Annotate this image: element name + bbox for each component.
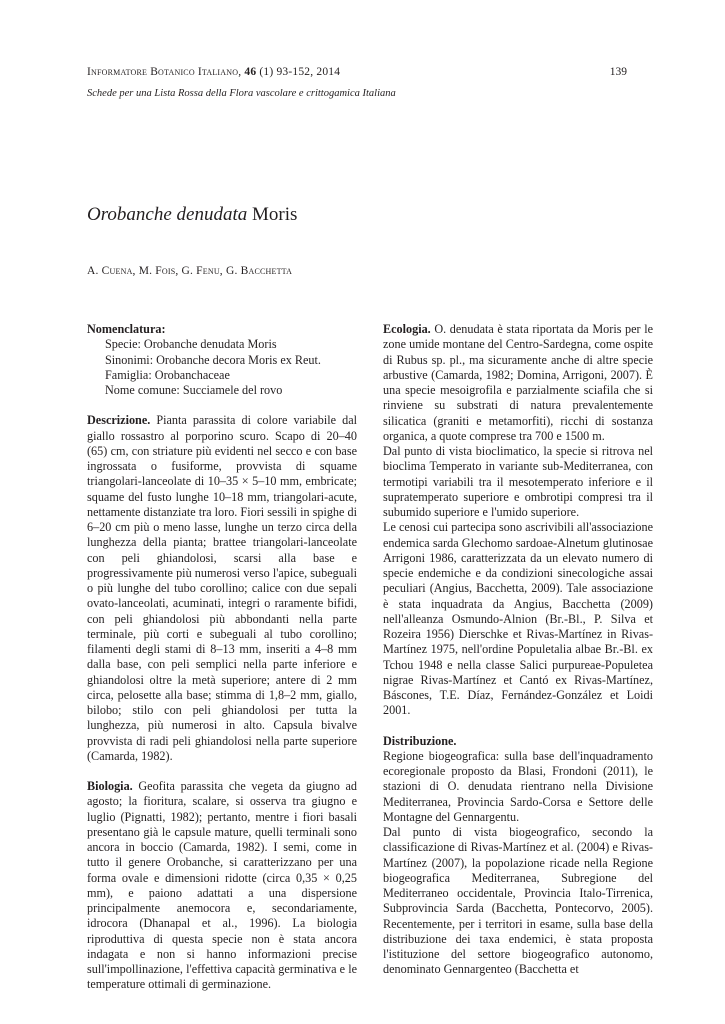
nomenclatura-line: Specie: Orobanche denudata Moris [105, 337, 277, 352]
left-column [87, 322, 357, 993]
distribuzione-paragraph: Dal punto di vista biogeografico, secondo la classificazione di Rivas-Martínez et al. (2004) e Rivas-Martínez (2007), la popolazione ricade nella Regione biogeografica Mediterranea, Subregione del Mediterraneo occidentale, Provincia Italo-Tirrenica, Subprovincia Sarda (Bacchetta, Pontecorvo, 2005). Recentemente, per i territori in esame, sulla base della distribuzione dei taxa endemici, è stata proposta l'istituzione del settore biogeografico autonomo, denominato Gennargenteo (Bacchetta et [383, 825, 653, 977]
ecologia-paragraph [383, 322, 653, 444]
issue-pages: (1) 93-152, 2014 [259, 66, 341, 78]
nomenclatura-line: Sinonimi: Orobanche decora Moris ex Reut. [105, 352, 321, 367]
ecologia-paragraph: Le cenosi cui partecipa sono ascrivibili all'associazione endemica sarda Glechomo sardoae-Alnetum glutinosae Arrigoni 1986, caratterizzata da un elevato numero di specie endemiche e da condizioni sinecologiche assai peculiari (Angius, Bacchetta, 2009). Tale associazione è stata inquadrata da Angius, Bacchetta (2009) nell'alleanza Osmundo-Alnion (Br.-Bl., P. Silva et Rozeira 1956) Dierschke et Rivas-Martínez in Rivas-Martínez 1975, nell'ordine Populetalia albae Br.-Bl. ex Tchou 1948 e nella classe Salici purpureae-Populetea nigrae Rivas-Martínez et Cantó ex Rivas-Martínez, Báscones, T.E. Díaz, Fernández-González et Loidi 2001. [383, 520, 653, 718]
descrizione-heading: Descrizione. [87, 413, 151, 428]
distribuzione-paragraph: Regione biogeografica: sulla base dell'inquadramento ecoregionale proposto da Blasi, Frondoni (2011), le stazioni di O. denudata rientrano nella Divisione Mediterranea, Provincia Sardo-Corsa e Settore delle Montagne del Gennargentu. [383, 748, 653, 824]
nomenclatura-line: Nome comune: Succiamele del rovo [105, 383, 283, 397]
nomenclatura-line: Famiglia: Orobanchaceae [105, 367, 230, 382]
descrizione-text: Pianta parassita di colore variabile dal giallo rossastro al porporino scuro. Scapo di 20–40 (65) cm, con striature più evidenti nel secco e con base ingrossata o fusiforme, provvista di squame triangolari-lanceolate di 10–35 × 5–10 mm, embricate; squame del fusto lunghe 10–18 mm, triangolari-acute, nettamente distanziate tra loro. Fiori sessili in spighe di 6–20 cm più o meno lasse, lunghe un terzo circa della lunghezza della pianta; brattee triangolari-lanceolate con peli ghiandolosi, scarsi alla base e progressivamente più numerosi verso l'apice, subeguali o più lunghe del tubo corollino; calice con due sepali ovato-lanceolati, acuminati, integri o raramente bifidi, con peli ghiandolosi più abbondanti nella parte terminale, più corti e subeguali al tubo corollino; filamenti degli stami di 8–13 mm, inseriti a 4–8 mm dalla base, con peli semplici nella parte inferiore e ghiandolosi oltre la metà superiore; antere di 2 mm circa, pelosette alla base; stimma di 1,8–2 mm, giallo, bilobo; stilo con peli ghiandolosi per tutta la lunghezza, più numerosi in alto. Capsula bivalve provvista di radi peli ghiandolosi nella parte superiore (Camarda, 1982). [87, 413, 357, 763]
species-name: Orobanche denudata [87, 204, 248, 225]
nomenclatura-heading: Nomenclatura: [87, 322, 166, 336]
journal-name: Informatore Botanico Italiano, [87, 66, 242, 78]
distribuzione-heading: Distribuzione. [383, 733, 457, 748]
biologia-heading: Biologia. [87, 779, 133, 793]
right-column [383, 322, 653, 978]
biologia-text: Geofita parassita che vegeta da giugno ad agosto; la fioritura, scalare, si osserva tra giugno e luglio (Pignatti, 1982); pertanto, mentre i fiori basali presentano già le capsule mature, quelli terminali sono ancora in boccio (Camarda, 1982). I semi, come in tutto il genere Orobanche, si caratterizzano per una forma ovale e dimensioni ridotte (circa 0,35 × 0,25 mm), e paiono adattati a una dispersione principalmente anemocora e, secondariamente, idrocora (Dhanapal et al., 1996). La biologia riproduttiva di questa specie non è stata ancora indagata e non si hanno informazioni precise sull'impollinazione, l'effettiva capacità germinativa e le temperature ottimali di germinazione. [87, 779, 358, 992]
biologia-section [87, 779, 357, 993]
descrizione-section [87, 413, 357, 764]
species-authority: Moris [252, 204, 298, 225]
ecologia-paragraph: Dal punto di vista bioclimatico, la specie si ritrova nel bioclima Temperato in variante sub-Mediterranea, con termotipi variabili tra il mesotemperato inferiore e il supratemperato superiore e ombrotipi compresi tra il subumido superiore e l'umido superiore. [383, 444, 653, 519]
ecologia-text: O. denudata è stata riportata da Moris per le zone umide montane del Centro-Sardegna, come ospite di Rubus sp. pl., ma sicuramente anche di altre specie arbustive (Camarda, 1982; Domina, Arrigoni, 2007). È una specie mesoigrofila e parzialmente sciafila che si rinviene su substrati di natura prevalentemente silicatica (graniti e metamorfiti), ricchi di sostanza organica, a quote comprese tra 700 e 1500 m. [383, 322, 654, 443]
page-number: 139 [609, 66, 627, 78]
ecologia-heading: Ecologia. [383, 322, 431, 336]
authors-line: A. Cuena, M. Fois, G. Fenu, G. Bacchetta [87, 265, 293, 277]
volume-number: 46 [244, 66, 257, 78]
running-head [87, 66, 340, 78]
article-title [87, 204, 297, 226]
series-title: Schede per una Lista Rossa della Flora vascolare e crittogamica Italiana [87, 88, 396, 99]
